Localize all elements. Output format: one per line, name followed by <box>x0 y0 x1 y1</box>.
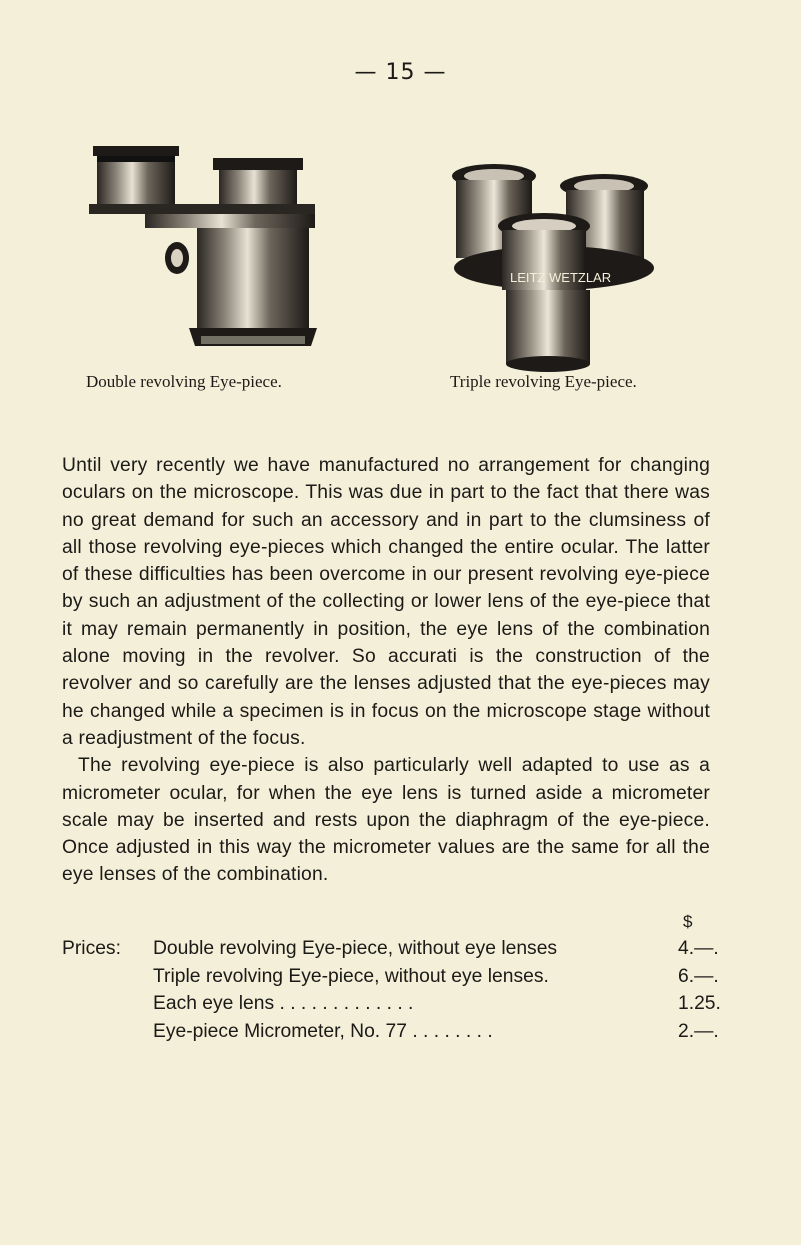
prices-label: Prices: <box>62 938 121 959</box>
figure-caption-double: Double revolving Eye-piece. <box>86 372 282 391</box>
price-item-name: Triple revolving Eye-piece, without eye lenses. <box>153 966 549 987</box>
figure-caption-triple: Triple revolving Eye-piece. <box>450 372 637 391</box>
price-row <box>62 1018 722 1046</box>
price-item-name: Double revolving Eye-piece, without eye lenses <box>153 938 558 959</box>
price-item-value: 6.—. <box>678 966 719 987</box>
price-item-name: Eye-piece Micrometer, No. 77 . . . . . . . . <box>153 1021 493 1042</box>
currency-symbol: $ <box>683 912 693 931</box>
price-item-value: 1.25. <box>678 993 721 1014</box>
triple-eyepiece-illustration <box>448 150 660 375</box>
price-row <box>62 963 722 991</box>
body-text <box>62 452 710 889</box>
engraved-text: LEITZ WETZLAR <box>510 270 612 285</box>
price-row <box>62 990 722 1018</box>
page-number: — 15 — <box>354 60 447 85</box>
paragraph: The revolving eye-piece is also particularly well adapted to use as a micrometer ocular, for when the eye lens is turned aside a micrometer scale may be inserted and rests upon the diaphragm of the eye-piece. Once adjusted in this way the micrometer values are the same for all the eye lenses of the combination. <box>62 755 710 886</box>
price-item-name: Each eye lens . . . . . . . . . . . . . <box>153 993 414 1014</box>
price-item-value: 4.—. <box>678 938 719 959</box>
price-row <box>62 935 722 963</box>
double-eyepiece-illustration <box>85 140 325 358</box>
paragraph: Until very recently we have manufactured no arrangement for changing oculars on the microscope. This was due in part to the fact that there was no great demand for such an accessory and in part to the clumsiness of all those revolving eye-pieces which changed the entire ocular. The latter of these difficulties has been overcome in our present revolving eye-piece by such an adjustment of the collecting or lower lens of the eye-piece that it may remain permanently in position, the eye lens of the combination alone moving in the revolver. So accurati is the construction of the revolver and so carefully are the lenses adjusted that the eye-pieces may he changed while a specimen is in focus on the microscope stage without a readjustment of the focus. <box>62 455 710 749</box>
price-item-value: 2.—. <box>678 1021 719 1042</box>
